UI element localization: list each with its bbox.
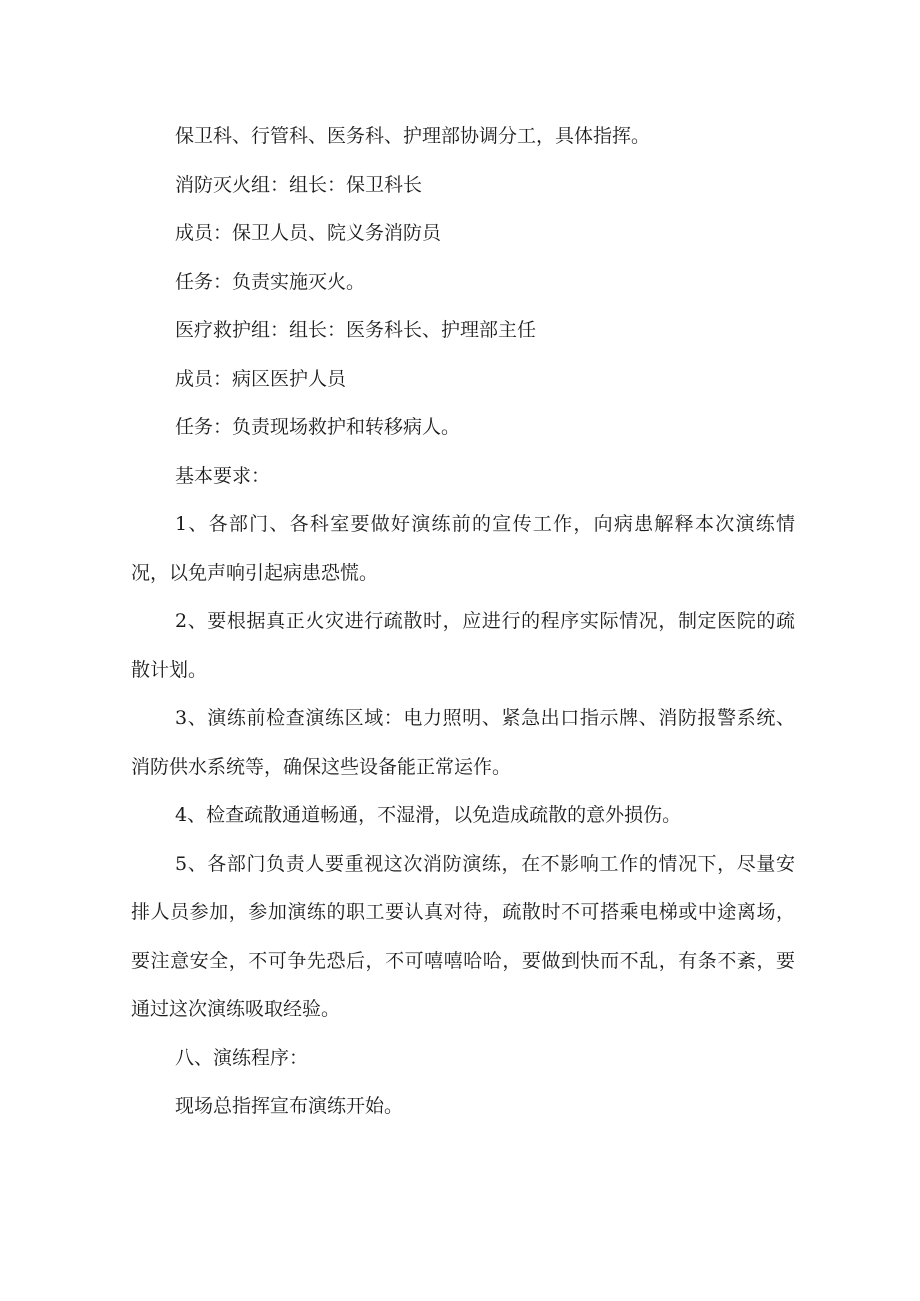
paragraph-requirement-4: 4、检查疏散通道畅通，不湿滑，以免造成疏散的意外损伤。 bbox=[175, 804, 682, 826]
paragraph-basic-requirements-heading: 基本要求： bbox=[175, 464, 271, 487]
paragraph-section-8-heading: 八、演练程序： bbox=[175, 1046, 309, 1069]
paragraph-medical-members: 成员：病区医护人员 bbox=[175, 367, 347, 390]
paragraph-requirement-2: 2、要根据真正火灾进行疏散时，应进行的程序实际情况，制定医院的疏散计划。 bbox=[131, 610, 795, 681]
paragraph-medical-task: 任务：负责现场救护和转移病人。 bbox=[175, 416, 461, 438]
paragraph-medical-group: 医疗救护组：组长：医务科长、护理部主任 bbox=[175, 319, 537, 341]
paragraph-command-division: 保卫科、行管科、医务科、护理部协调分工，具体指挥。 bbox=[175, 125, 651, 147]
document-body bbox=[131, 112, 795, 1131]
paragraph-requirement-3: 3、演练前检查演练区域：电力照明、紧急出口指示牌、消防报警系统、消防供水系统等，确保这些设备能正常运作。 bbox=[131, 707, 795, 778]
paragraph-requirement-5: 5、各部门负责人要重视这次消防演练，在不影响工作的情况下，尽量安排人员参加，参加演练的职工要认真对待，疏散时不可搭乘电梯或中途离场，要注意安全，不可争先恐后，不可嘻嘻哈哈，要做到快而不乱，有条不紊，要通过这次演练吸取经验。 bbox=[131, 852, 795, 1020]
paragraph-requirement-1: 1、各部门、各科室要做好演练前的宣传工作，向病患解释本次演练情况，以免声响引起病患恐慌。 bbox=[131, 513, 795, 584]
paragraph-drill-start: 现场总指挥宣布演练开始。 bbox=[175, 1095, 404, 1117]
paragraph-firefighting-group: 消防灭火组：组长：保卫科长 bbox=[175, 173, 423, 196]
paragraph-firefighting-task: 任务：负责实施灭火。 bbox=[175, 270, 366, 293]
paragraph-firefighting-members: 成员：保卫人员、院义务消防员 bbox=[175, 222, 442, 244]
